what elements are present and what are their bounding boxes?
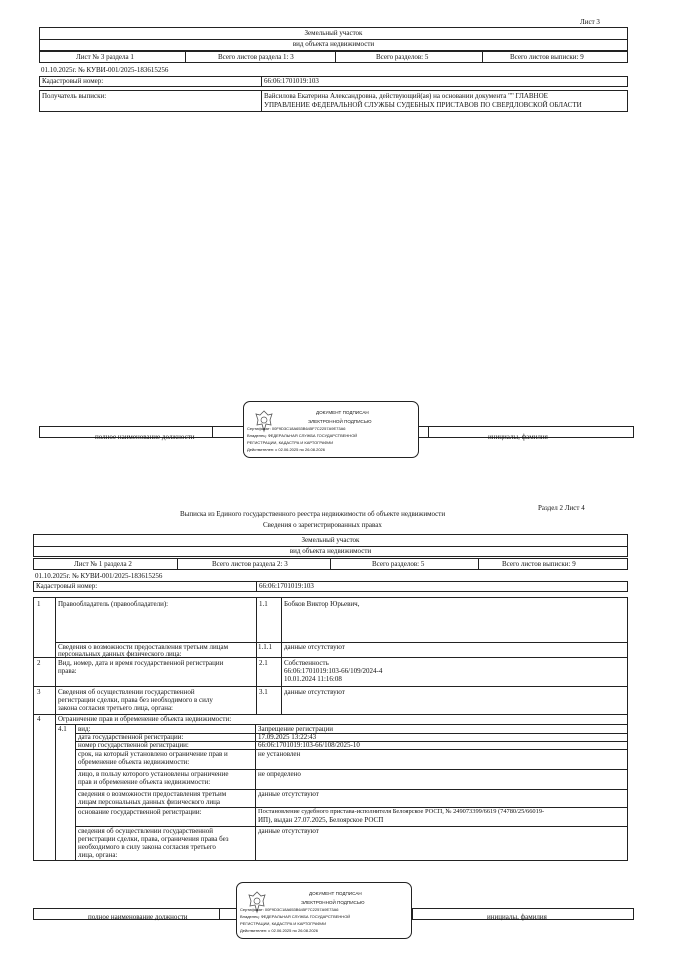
row-number: 3 <box>37 688 41 696</box>
row-sub-number: 3.1 <box>259 688 268 696</box>
total-extract-sheets: Всего листов выписки: 9 <box>502 560 576 568</box>
rightholder-label: Правообладатель (правообладатели): <box>58 600 169 608</box>
cadastral-row <box>33 581 628 592</box>
restriction-person-label-2: прав и обременение объекта недвижимости: <box>78 778 211 786</box>
deal-registration-label: Сведения об осуществлении государственной <box>58 688 195 696</box>
cadastral-value: 66:06:1701019:103 <box>264 77 319 85</box>
total-section-sheets: Всего листов раздела 2: 3 <box>212 560 288 568</box>
recipient-row <box>39 90 628 112</box>
total-sections: Всего разделов: 5 <box>376 53 429 61</box>
restriction-number-label: номер государственной регистрации: <box>78 741 189 749</box>
third-party-pd-label: Сведения о возможности предоставления третьим лицам <box>58 643 229 651</box>
row-sub-number: 1.1.1 <box>258 643 272 651</box>
total-section-sheets: Всего листов раздела 1: 3 <box>218 53 294 61</box>
right-registration-label-2: права: <box>58 667 77 675</box>
page-label: Лист 3 <box>580 18 600 26</box>
row-sub-number: 2.1 <box>259 659 268 667</box>
row-sub-number: 1.1 <box>259 600 268 608</box>
signature-name-caption: инициалы, фамилия <box>487 913 547 921</box>
restriction-number-value: 66:06:1701019:103-66/108/2025-10 <box>258 741 360 749</box>
cadastral-label: Кадастровый номер: <box>42 77 104 85</box>
restriction-basis-value: Постановление судебного пристава-исполнителя Белоярское РОСП, № 249073399/6619 (74780/25/66019- <box>258 808 545 815</box>
cadastral-label: Кадастровый номер: <box>36 582 98 590</box>
row-number: 2 <box>37 659 41 667</box>
object-name: Земельный участок <box>301 536 360 544</box>
extract-date-number: 01.10.2025г. № КУВИ-001/2025-183615256 <box>41 66 169 74</box>
recipient-line-1: Вайсилова Екатерина Александровна, действующий(ая) на основании документа "" ГЛАВНОЕ <box>264 92 548 100</box>
sheet-info-row <box>33 558 628 570</box>
signature-position-caption: полное наименование должности <box>95 433 195 441</box>
sheet-section: Лист № 1 раздела 2 <box>74 560 132 568</box>
right-number-value: 66:06:1701019:103-66/109/2024-4 <box>284 667 383 675</box>
sheet-section: Лист № 3 раздела 1 <box>76 53 134 61</box>
restriction-reg-label-2: регистрации сделки, права, ограничения права без <box>78 835 229 843</box>
deal-registration-label-2: регистрации сделки, права без необходимого в силу <box>58 696 213 704</box>
row-number: 4 <box>37 715 41 723</box>
electronic-signature-stamp: ДОКУМЕНТ ПОДПИСАН ЭЛЕКТРОННОЙ ПОДПИСЬЮ Сертификат: 00F9D3C18A653B645F7C2257A9E73A6 Владелец: ФЕДЕРАЛЬНАЯ СЛУЖБА ГОСУДАРСТВЕННОЙ РЕГИСТРАЦИИ, КАДАСТРА И КАРТОГРАФИИ Действителен: с 02.06.2025 по 26.08.2026 <box>236 882 412 939</box>
third-party-pd-label-2: персональных данных физического лица: <box>58 650 182 658</box>
restriction-basis-value-2: ИП), выдан 27.07.2025, Белоярское РОСП <box>258 816 384 824</box>
recipient-line-2: УПРАВЛЕНИЕ ФЕДЕРАЛЬНОЙ СЛУЖБЫ СУДЕБНЫХ ПРИСТАВОВ ПО СВЕРДЛОВСКОЙ ОБЛАСТИ <box>264 101 582 109</box>
restriction-date-value: 17.09.2025 13:22:43 <box>258 733 317 741</box>
cadastral-value: 66:06:1701019:103 <box>259 582 314 590</box>
signature-position-caption: полное наименование должности <box>88 913 188 921</box>
signature-name-caption: инициалы, фамилия <box>488 433 548 441</box>
extract-heading: Выписка из Единого государственного реестра недвижимости об объекте недвижимости <box>180 510 446 518</box>
restriction-pd-label-2: лицам персональных данных физического лица <box>78 798 220 806</box>
object-caption: вид объекта недвижимости <box>289 547 372 555</box>
deal-registration-label-3: закона согласия третьего лица, органа: <box>58 704 173 712</box>
recipient-label: Получатель выписки: <box>42 92 107 100</box>
right-registration-label: Вид, номер, дата и время государственной регистрации <box>58 659 224 667</box>
restriction-person-value: не определено <box>258 770 301 778</box>
electronic-signature-stamp: ДОКУМЕНТ ПОДПИСАН ЭЛЕКТРОННОЙ ПОДПИСЬЮ Сертификат: 00F9D3C18A653B645F7C2257A9E73A6 Владелец: ФЕДЕРАЛЬНАЯ СЛУЖБА ГОСУДАРСТВЕННОЙ РЕГИСТРАЦИИ, КАДАСТРА И КАРТОГРАФИИ Действителен: с 02.06.2025 по 26.08.2026 <box>243 401 419 458</box>
restriction-reg-value: данные отсутствуют <box>258 827 319 835</box>
extract-date-number: 01.10.2025г. № КУВИ-001/2025-183615256 <box>35 572 163 580</box>
rights-table <box>33 597 628 861</box>
total-extract-sheets: Всего листов выписки: 9 <box>510 53 584 61</box>
restriction-term-label-2: обременение объекта недвижимости: <box>78 758 190 766</box>
restriction-term-label: срок, на который установлено ограничение прав и <box>78 750 228 758</box>
restriction-person-label: лицо, в пользу которого установлены ограничение <box>78 770 229 778</box>
restriction-pd-value: данные отсутствуют <box>258 790 319 798</box>
restriction-kind-value: Запрещение регистрации <box>258 725 334 733</box>
restriction-basis-label: основание государственной регистрации: <box>78 808 202 816</box>
right-datetime-value: 10.01.2024 11:16:08 <box>284 675 342 683</box>
restriction-reg-label-4: лица, органа: <box>78 851 118 859</box>
restriction-pd-label: сведения о возможности предоставления третьим <box>78 790 227 798</box>
cadastral-row <box>39 76 628 87</box>
restrictions-label: Ограничение прав и обременение объекта недвижимости: <box>58 715 232 723</box>
restriction-kind-label: вид: <box>78 725 91 733</box>
object-caption: вид объекта недвижимости <box>292 40 375 48</box>
restriction-date-label: дата государственной регистрации: <box>78 733 184 741</box>
third-party-pd-value: данные отсутствуют <box>284 643 345 651</box>
object-name: Земельный участок <box>304 29 363 37</box>
rightholder-value: Бобков Виктор Юрьевич, <box>284 600 360 608</box>
total-sections: Всего разделов: 5 <box>372 560 425 568</box>
object-type-box <box>39 27 628 51</box>
sheet-info-row <box>39 51 628 63</box>
row-number: 1 <box>37 600 41 608</box>
deal-registration-value: данные отсутствуют <box>284 688 345 696</box>
restriction-reg-label-3: необходимого в силу закона согласия третьего <box>78 843 216 851</box>
restriction-term-value: не установлен <box>258 750 301 758</box>
row-sub-number: 4.1 <box>58 725 67 733</box>
right-kind-value: Собственность <box>284 659 329 667</box>
restriction-reg-label: сведения об осуществлении государственной <box>78 827 214 835</box>
rights-subheading: Сведения о зарегистрированных правах <box>263 521 382 529</box>
page-label: Раздел 2 Лист 4 <box>538 504 585 512</box>
object-type-box <box>33 534 628 557</box>
